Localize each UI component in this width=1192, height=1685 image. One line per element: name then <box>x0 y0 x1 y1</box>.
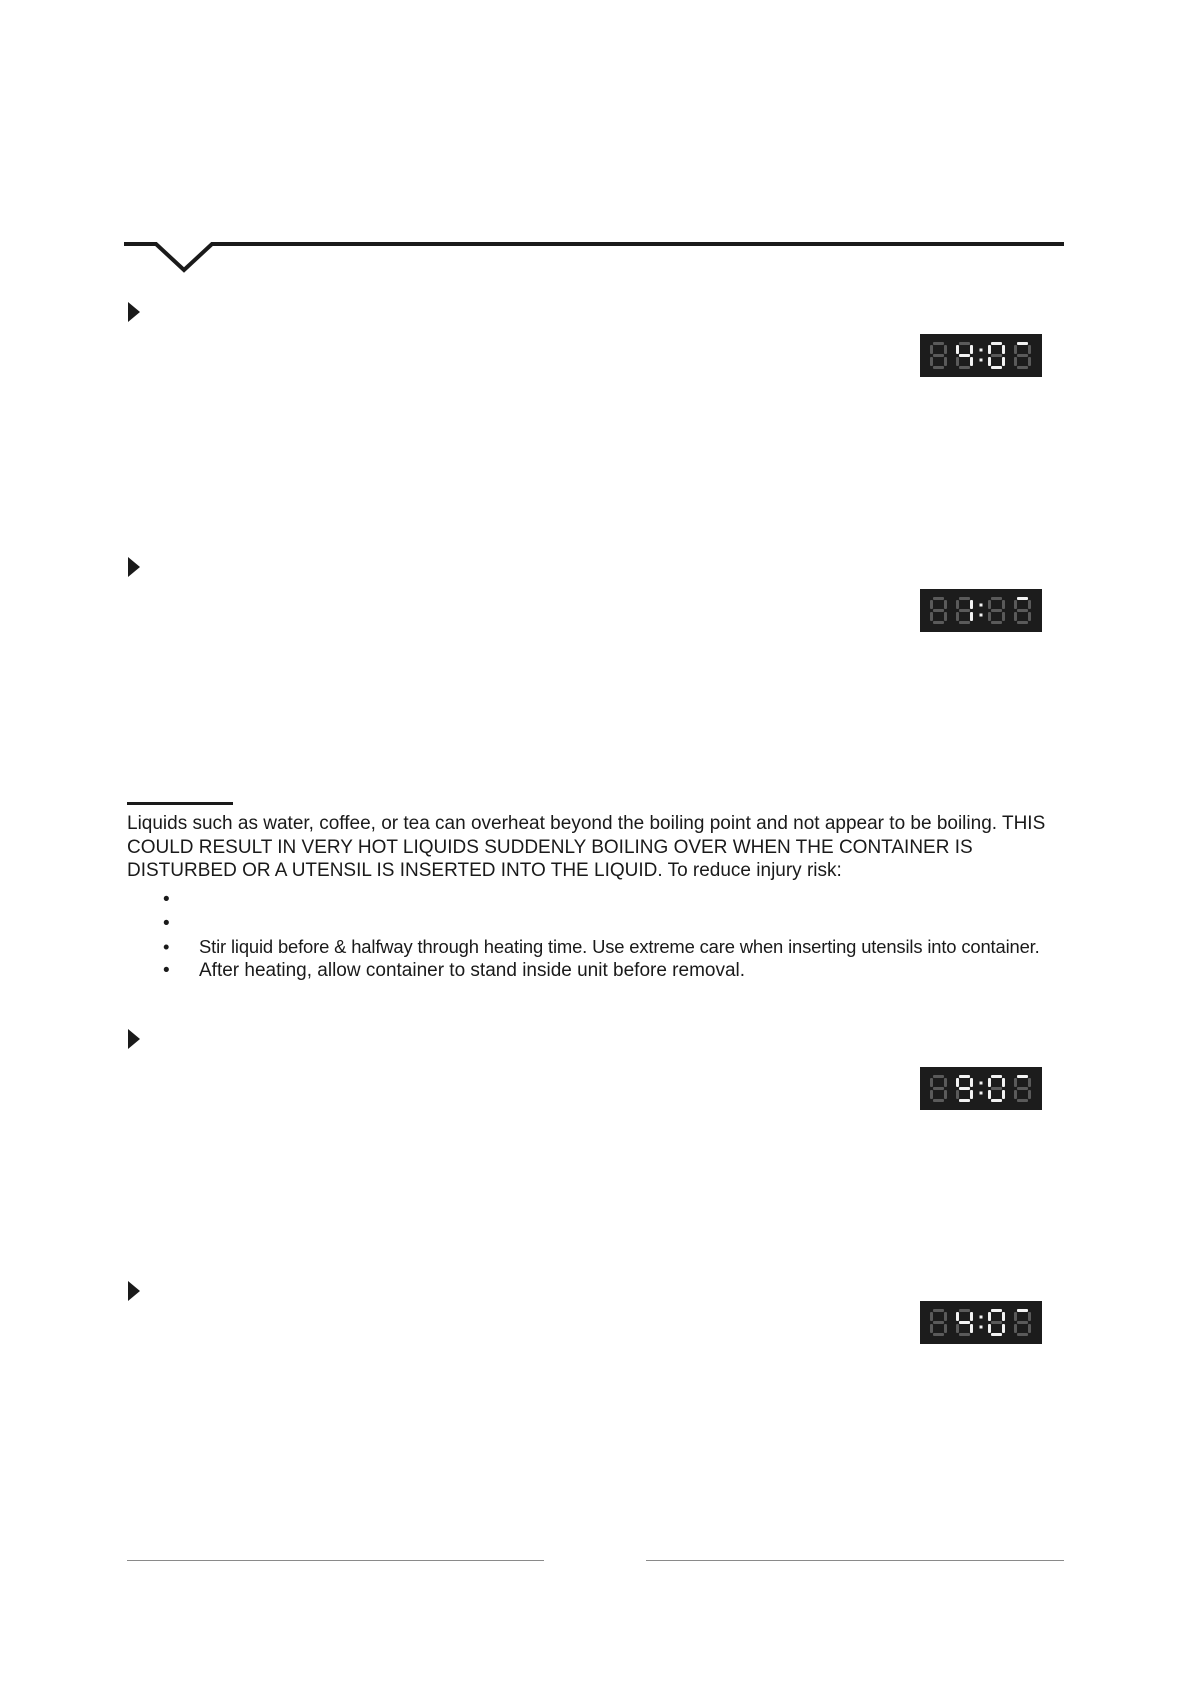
lcd-segment <box>930 1078 933 1087</box>
section-arrow-icon <box>128 1029 140 1049</box>
lcd-segment <box>1028 345 1031 354</box>
lcd-segment <box>959 1099 970 1102</box>
lcd-segment <box>959 597 970 600</box>
lcd-segment <box>1028 612 1031 621</box>
lcd-segment <box>944 600 947 609</box>
lcd-segment <box>991 1075 1002 1078</box>
lcd-segment <box>1028 1078 1031 1087</box>
lcd-segment <box>959 1333 970 1336</box>
lcd-segment <box>1017 1309 1028 1312</box>
lcd-segment <box>944 357 947 366</box>
warning-bullet-list <box>127 888 1067 982</box>
lcd-segment <box>988 1078 991 1087</box>
lcd-segment <box>988 345 991 354</box>
lcd-segment <box>956 612 959 621</box>
lcd-segment <box>959 342 970 345</box>
section-arrow-icon <box>128 557 140 577</box>
lcd-colon-dot <box>980 1316 983 1319</box>
lcd-segment <box>1017 597 1028 600</box>
lcd-segment <box>933 1087 944 1090</box>
lcd-segment <box>991 354 1002 357</box>
lcd-segment <box>991 609 1002 612</box>
lcd-colon-dot <box>980 614 983 617</box>
lcd-segment <box>1028 600 1031 609</box>
lcd-segment <box>1017 621 1028 624</box>
lcd-display <box>920 1301 1042 1344</box>
lcd-segment <box>1002 357 1005 366</box>
lcd-segment <box>970 1312 973 1321</box>
lcd-colon-dot <box>980 1326 983 1329</box>
lcd-segment <box>1017 342 1028 345</box>
lcd-segment <box>1002 1312 1005 1321</box>
bullet-text: Stir liquid before & halfway through heating time. Use extreme care when inserting utensils into container. <box>199 936 1040 957</box>
lcd-segment <box>944 1078 947 1087</box>
list-item <box>127 912 1067 936</box>
lcd-segment <box>1002 1090 1005 1099</box>
lcd-segment <box>1014 1324 1017 1333</box>
lcd-segment <box>930 1312 933 1321</box>
lcd-segment <box>930 612 933 621</box>
lcd-segment <box>959 609 970 612</box>
lcd-segment <box>1014 1312 1017 1321</box>
lcd-segment <box>959 354 970 357</box>
lcd-segment <box>944 612 947 621</box>
lcd-segment <box>1028 1324 1031 1333</box>
lcd-segment <box>991 1333 1002 1336</box>
lcd-segment <box>1002 600 1005 609</box>
lcd-segment <box>956 1312 959 1321</box>
lcd-segment <box>970 1090 973 1099</box>
lcd-segment <box>991 366 1002 369</box>
lcd-segment <box>991 1309 1002 1312</box>
lcd-segment <box>933 621 944 624</box>
lcd-segment <box>988 357 991 366</box>
lcd-segment <box>944 1324 947 1333</box>
lcd-segment <box>944 1312 947 1321</box>
lcd-segment <box>944 1090 947 1099</box>
lcd-segment <box>1017 1075 1028 1078</box>
section-arrow-icon <box>128 302 140 322</box>
warning-paragraph: Liquids such as water, coffee, or tea can overheat beyond the boiling point and not appear to be boiling. THIS COULD RESULT IN VERY HOT LIQUIDS SUDDENLY BOILING OVER WHEN THE CONTAINER IS DISTURBED OR A UTENSIL IS INSERTED INTO THE LIQUID. To reduce injury risk: <box>127 813 1046 881</box>
lcd-segment <box>956 600 959 609</box>
section-arrow-icon <box>128 1281 140 1301</box>
lcd-segment <box>1002 345 1005 354</box>
lcd-segment <box>956 1090 959 1099</box>
lcd-segment <box>1014 612 1017 621</box>
lcd-segment <box>930 357 933 366</box>
footer-rule-right <box>646 1560 1064 1561</box>
lcd-colon-dot <box>980 1092 983 1095</box>
list-item <box>127 959 1067 983</box>
bullet-glyph: • <box>163 959 170 981</box>
lcd-segment <box>1017 1099 1028 1102</box>
lcd-segment <box>988 612 991 621</box>
lcd-segment <box>933 1333 944 1336</box>
lcd-segment <box>1017 354 1028 357</box>
lcd-segment <box>1017 1333 1028 1336</box>
lcd-colon-dot <box>980 1082 983 1085</box>
lcd-segment <box>956 345 959 354</box>
lcd-segment <box>933 342 944 345</box>
lcd-segment <box>1017 1087 1028 1090</box>
lcd-segment <box>970 1324 973 1333</box>
lcd-segment <box>991 597 1002 600</box>
lcd-segment <box>1014 600 1017 609</box>
lcd-segment <box>933 1321 944 1324</box>
lcd-segment <box>933 1309 944 1312</box>
lcd-display <box>920 334 1042 377</box>
lcd-segment <box>1014 345 1017 354</box>
footer-rule-left <box>127 1560 544 1561</box>
lcd-display <box>920 1067 1042 1110</box>
lcd-segment <box>1002 612 1005 621</box>
lcd-colon-dot <box>980 604 983 607</box>
bullet-glyph: • <box>163 889 170 910</box>
lcd-segment <box>930 1090 933 1099</box>
lcd-segment <box>970 600 973 609</box>
lcd-segment <box>988 1324 991 1333</box>
lcd-segment <box>956 1324 959 1333</box>
lcd-segment <box>1017 609 1028 612</box>
lcd-segment <box>933 354 944 357</box>
lcd-segment <box>933 1099 944 1102</box>
lcd-segment <box>956 357 959 366</box>
lcd-segment <box>1028 1090 1031 1099</box>
lcd-segment <box>991 1087 1002 1090</box>
bullet-text: After heating, allow container to stand inside unit before removal. <box>199 959 746 981</box>
lcd-segment <box>991 621 1002 624</box>
lcd-segment <box>991 1099 1002 1102</box>
lcd-segment <box>959 366 970 369</box>
lcd-segment <box>959 621 970 624</box>
lcd-segment <box>933 597 944 600</box>
lcd-segment <box>959 1321 970 1324</box>
lcd-segment <box>970 345 973 354</box>
lcd-segment <box>959 1087 970 1090</box>
lcd-segment <box>991 1321 1002 1324</box>
lcd-segment <box>1028 357 1031 366</box>
lcd-colon-dot <box>980 349 983 352</box>
lcd-segment <box>1002 1324 1005 1333</box>
lcd-segment <box>988 1312 991 1321</box>
bullet-glyph: • <box>163 936 170 957</box>
lcd-segment <box>930 600 933 609</box>
lcd-segment <box>970 612 973 621</box>
lcd-colon-dot <box>980 359 983 362</box>
lcd-segment <box>970 357 973 366</box>
lcd-segment <box>933 366 944 369</box>
lcd-segment <box>1014 357 1017 366</box>
lcd-segment <box>933 1075 944 1078</box>
list-item <box>127 935 1067 959</box>
lcd-segment <box>1014 1078 1017 1087</box>
lcd-segment <box>1017 1321 1028 1324</box>
lcd-segment <box>956 1078 959 1087</box>
list-item <box>127 888 1067 912</box>
bullet-glyph: • <box>163 912 170 934</box>
lcd-display <box>920 589 1042 632</box>
lcd-segment <box>1028 1312 1031 1321</box>
lcd-segment <box>970 1078 973 1087</box>
header-rule <box>124 240 1064 280</box>
lcd-segment <box>1017 366 1028 369</box>
lcd-segment <box>930 345 933 354</box>
lcd-segment <box>1002 1078 1005 1087</box>
lcd-segment <box>988 1090 991 1099</box>
lcd-segment <box>959 1075 970 1078</box>
note-heading-rule <box>127 802 233 805</box>
lcd-segment <box>991 342 1002 345</box>
lcd-segment <box>933 609 944 612</box>
lcd-segment <box>959 1309 970 1312</box>
lcd-segment <box>930 1324 933 1333</box>
lcd-segment <box>988 600 991 609</box>
lcd-segment <box>944 345 947 354</box>
lcd-segment <box>1014 1090 1017 1099</box>
